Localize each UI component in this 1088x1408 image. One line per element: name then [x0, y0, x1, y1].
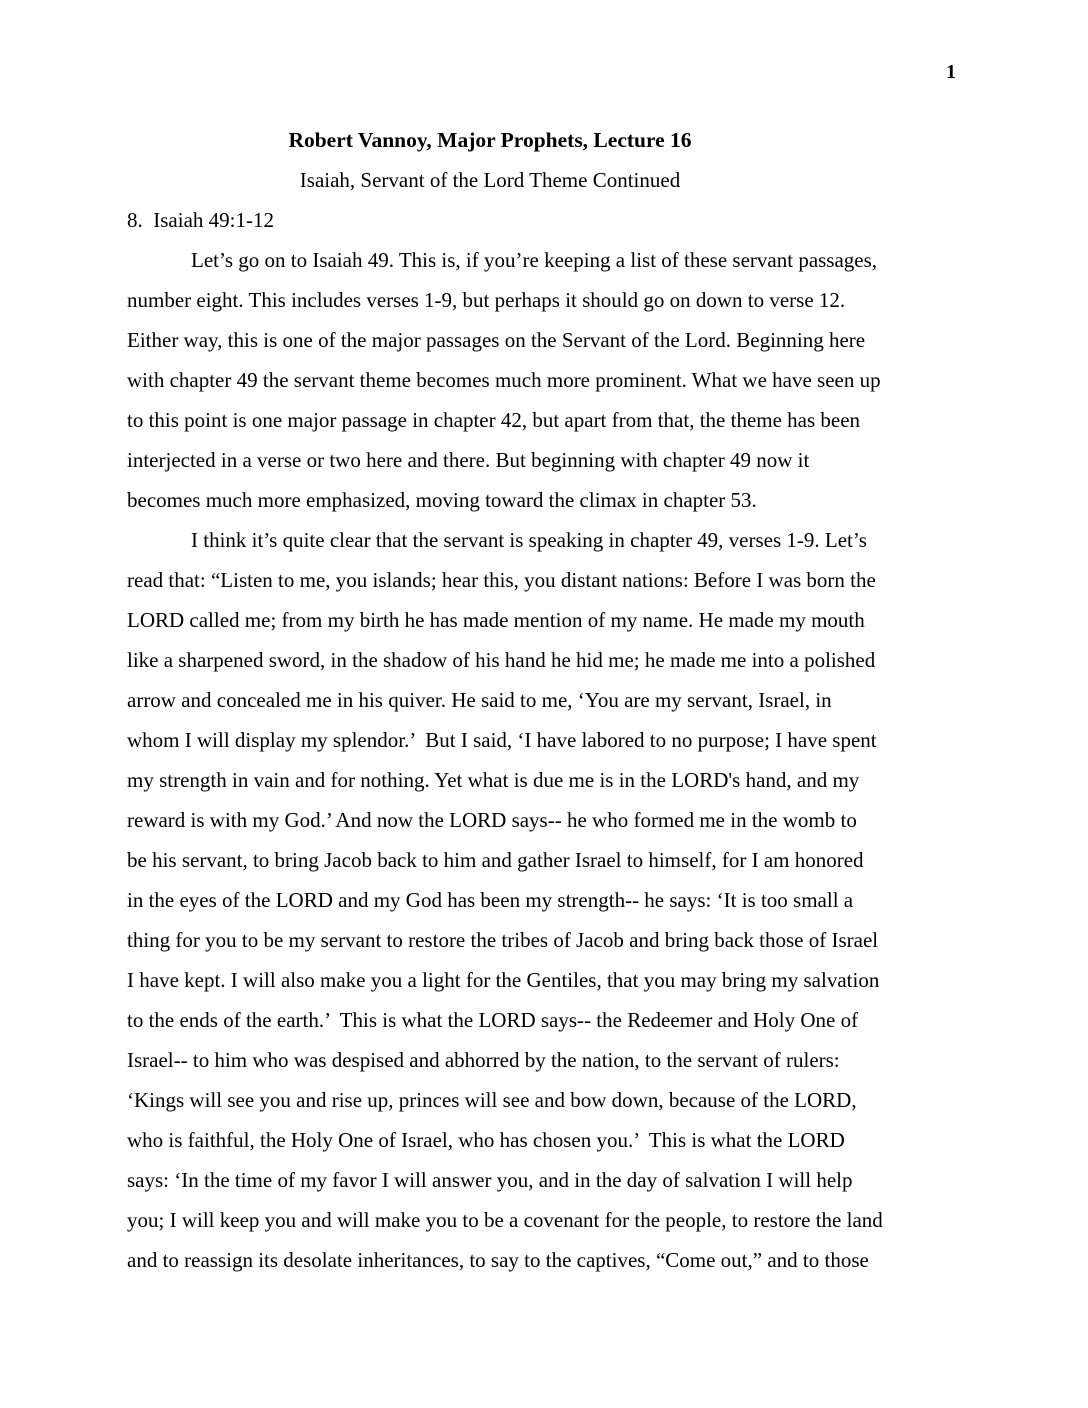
text-line: number eight. This includes verses 1-9, but perhaps it should go on down to verse 12.: [127, 288, 846, 312]
document-subtitle: Isaiah, Servant of the Lord Theme Continued: [299, 168, 681, 192]
text-line: LORD called me; from my birth he has made mention of my name. He made my mouth: [127, 608, 865, 632]
text-line: with chapter 49 the servant theme becomes much more prominent. What we have seen up: [127, 368, 881, 392]
text-line: in the eyes of the LORD and my God has been my strength-- he says: ‘It is too small a: [127, 888, 854, 912]
text-line: and to reassign its desolate inheritances, to say to the captives, “Come out,” and to those: [127, 1248, 869, 1272]
text-line: like a sharpened sword, in the shadow of his hand he hid me; he made me into a polished: [127, 648, 876, 672]
text-line: Either way, this is one of the major passages on the Servant of the Lord. Beginning here: [127, 328, 866, 352]
document-title: Robert Vannoy, Major Prophets, Lecture 16: [288, 128, 692, 152]
text-line: interjected in a verse or two here and there. But beginning with chapter 49 now it: [127, 448, 810, 472]
paragraph: [127, 240, 960, 520]
text-line: Let’s go on to Isaiah 49. This is, if you’re keeping a list of these servant passages,: [191, 248, 878, 272]
text-line: Israel-- to him who was despised and abhorred by the nation, to the servant of rulers:: [127, 1048, 840, 1072]
text-line: ‘Kings will see you and rise up, princes will see and bow down, because of the LORD,: [127, 1088, 857, 1112]
text-line: becomes much more emphasized, moving toward the climax in chapter 53.: [127, 488, 757, 512]
text-line: thing for you to be my servant to restore the tribes of Jacob and bring back those of Israel: [127, 928, 879, 952]
text-line: to this point is one major passage in chapter 42, but apart from that, the theme has been: [127, 408, 861, 432]
text-line: reward is with my God.’ And now the LORD says-- he who formed me in the womb to: [127, 808, 857, 832]
text-line: whom I will display my splendor.’ But I said, ‘I have labored to no purpose; I have spent: [127, 728, 877, 752]
text-line: I think it’s quite clear that the servant is speaking in chapter 49, verses 1-9. Let’s: [191, 528, 867, 552]
text-line: my strength in vain and for nothing. Yet what is due me is in the LORD's hand, and my: [127, 768, 860, 792]
text-line: you; I will keep you and will make you to be a covenant for the people, to restore the land: [127, 1208, 883, 1232]
text-line: read that: “Listen to me, you islands; hear this, you distant nations: Before I was born the: [127, 568, 876, 592]
text-line: says: ‘In the time of my favor I will answer you, and in the day of salvation I will help: [127, 1168, 853, 1192]
text-line: I have kept. I will also make you a light for the Gentiles, that you may bring my salvation: [127, 968, 880, 992]
text-line: to the ends of the earth.’ This is what the LORD says-- the Redeemer and Holy One of: [127, 1008, 859, 1032]
text-line: arrow and concealed me in his quiver. He said to me, ‘You are my servant, Israel, in: [127, 688, 832, 712]
paragraph: [127, 520, 960, 1280]
page-number: 1: [946, 61, 956, 83]
document-body: [127, 120, 960, 1280]
section-heading: 8. Isaiah 49:1-12: [127, 208, 274, 232]
text-line: be his servant, to bring Jacob back to him and gather Israel to himself, for I am honored: [127, 848, 864, 872]
text-line: who is faithful, the Holy One of Israel, who has chosen you.’ This is what the LORD: [127, 1128, 845, 1152]
